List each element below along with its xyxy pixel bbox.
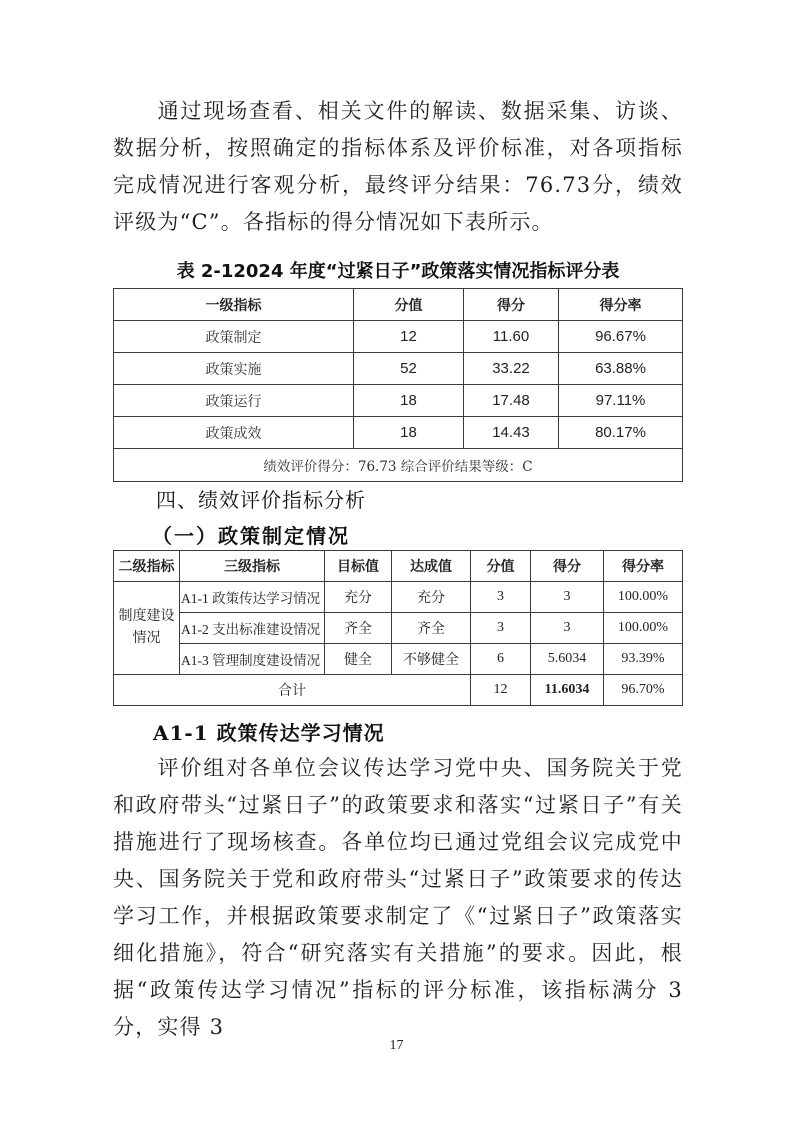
score-value-cell: 18 — [354, 385, 464, 417]
score-value-cell: 52 — [354, 353, 464, 385]
table2-total-row — [114, 675, 683, 706]
indicator-cell: 政策成效 — [114, 417, 354, 449]
header-level1-indicator: 一级指标 — [114, 289, 354, 321]
rate-cell: 93.39% — [604, 644, 683, 675]
indicator-cell: 政策制定 — [114, 321, 354, 353]
table-row — [114, 582, 683, 613]
score-cell: 14.43 — [464, 417, 559, 449]
target-cell: 齐全 — [325, 613, 392, 644]
intro-paragraph — [113, 93, 683, 241]
rate-cell: 96.67% — [559, 321, 683, 353]
rate-cell: 63.88% — [559, 353, 683, 385]
indicator-cell: 政策实施 — [114, 353, 354, 385]
score-cell: 5.6034 — [531, 644, 604, 675]
policy-making-score-table — [113, 550, 683, 706]
table-row — [114, 321, 683, 353]
table1-summary-row — [114, 449, 683, 482]
total-score-value-cell: 12 — [471, 675, 531, 706]
header-score-value: 分值 — [354, 289, 464, 321]
target-cell: 充分 — [325, 582, 392, 613]
header-target-value: 目标值 — [325, 551, 392, 582]
header-level2-indicator: 二级指标 — [114, 551, 180, 582]
header-score-value: 分值 — [471, 551, 531, 582]
score-cell: 3 — [531, 613, 604, 644]
score-value-cell: 6 — [471, 644, 531, 675]
total-rate-cell: 96.70% — [604, 675, 683, 706]
header-score: 得分 — [531, 551, 604, 582]
header-score-rate: 得分率 — [559, 289, 683, 321]
table-row — [114, 385, 683, 417]
indicator-cell: 政策运行 — [114, 385, 354, 417]
table-row — [114, 417, 683, 449]
score-cell: 3 — [531, 582, 604, 613]
total-label-cell: 合计 — [114, 675, 471, 706]
header-achieved-value: 达成值 — [392, 551, 471, 582]
total-score-cell: 11.6034 — [531, 675, 604, 706]
achieved-cell: 充分 — [392, 582, 471, 613]
rate-cell: 97.11% — [559, 385, 683, 417]
score-value-cell: 3 — [471, 582, 531, 613]
header-level3-indicator: 三级指标 — [180, 551, 325, 582]
table-row — [114, 644, 683, 675]
level2-indicator-cell: 制度建设情况 — [114, 582, 180, 675]
header-score: 得分 — [464, 289, 559, 321]
section-heading: 四、绩效评价指标分析 — [156, 488, 366, 512]
a1-1-paragraph-text: 评价组对各单位会议传达学习党中央、国务院关于党和政府带头“过紧日子”的政策要求和落实“过紧日子”有关措施进行了现场核查。各单位均已通过党组会议完成党中央、国务院关于党和政府带头“过紧日子”政策要求的传达学习工作，并根据政策要求制定了《“过紧日子”政策落实细化措施》，符合“研究落实有关措施”的要求。因此，根据“政策传达学习情况”指标的评分标准，该指标满分 3 分，实得 3 — [113, 756, 683, 1039]
indicator-score-table — [113, 288, 683, 482]
achieved-cell: 不够健全 — [392, 644, 471, 675]
subsection-heading: （一）政策制定情况 — [152, 524, 350, 548]
page-number: 17 — [389, 1038, 404, 1053]
table-row — [114, 613, 683, 644]
achieved-cell: 齐全 — [392, 613, 471, 644]
score-cell: 17.48 — [464, 385, 559, 417]
rate-cell: 100.00% — [604, 613, 683, 644]
header-score-rate: 得分率 — [604, 551, 683, 582]
level3-indicator-cell: A1-2 支出标准建设情况 — [180, 613, 325, 644]
level3-indicator-cell: A1-1 政策传达学习情况 — [180, 582, 325, 613]
score-value-cell: 18 — [354, 417, 464, 449]
table2-header-row — [114, 551, 683, 582]
target-cell: 健全 — [325, 644, 392, 675]
rate-cell: 80.17% — [559, 417, 683, 449]
a1-1-heading: A1-1 政策传达学习情况 — [153, 721, 385, 745]
score-value-cell: 12 — [354, 321, 464, 353]
score-cell: 11.60 — [464, 321, 559, 353]
summary-cell: 绩效评价得分：76.73 综合评价结果等级：C — [114, 449, 683, 482]
table-row — [114, 353, 683, 385]
score-value-cell: 3 — [471, 613, 531, 644]
score-cell: 33.22 — [464, 353, 559, 385]
rate-cell: 100.00% — [604, 582, 683, 613]
intro-paragraph-text: 通过现场查看、相关文件的解读、数据采集、访谈、数据分析，按照确定的指标体系及评价标准，对各项指标完成情况进行客观分析，最终评分结果：76.73分，绩效评级为“C”。各指标的得分情况如下表所示。 — [113, 99, 683, 234]
table1-caption: 表 2-12024 年度“过紧日子”政策落实情况指标评分表 — [176, 261, 620, 282]
level3-indicator-cell: A1-3 管理制度建设情况 — [180, 644, 325, 675]
a1-1-paragraph — [113, 750, 683, 1046]
table1-header-row — [114, 289, 683, 321]
